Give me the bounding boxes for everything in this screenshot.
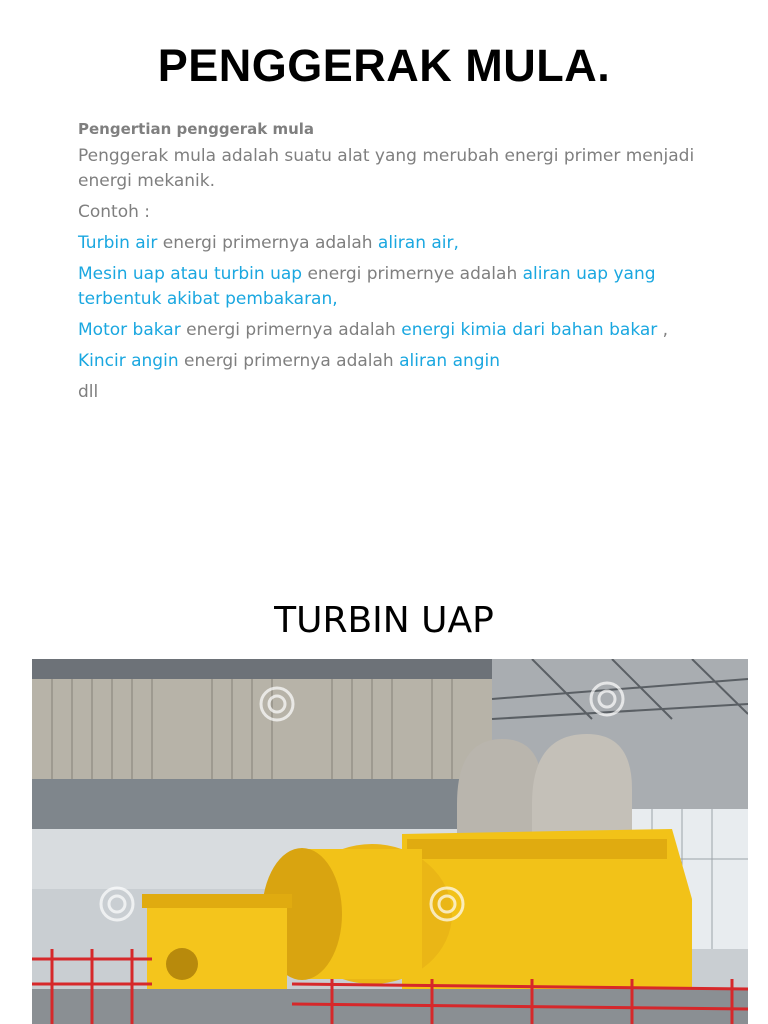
steam-turbine-photo (32, 659, 748, 1024)
example-source: energi kimia dari bahan bakar (401, 320, 658, 340)
section-subtitle: Pengertian penggerak mula (78, 120, 315, 138)
example-mid: energi primernya adalah (180, 320, 402, 340)
example-item (78, 262, 718, 312)
example-mid: energi primernye adalah (302, 264, 523, 284)
example-item (78, 231, 718, 256)
dll-text: dll (78, 382, 99, 402)
example-item (78, 349, 718, 374)
turbin-uap-title: TURBIN UAP (274, 600, 494, 641)
definition-text: Penggerak mula adalah suatu alat yang merubah energi primer menjadi energi mekanik. (78, 146, 695, 191)
example-name: Motor bakar (78, 320, 181, 340)
example-tail: , (657, 320, 669, 340)
example-name: Kincir angin (78, 351, 179, 371)
steam-turbine-illustration (32, 659, 748, 1024)
example-source: aliran air, (377, 233, 459, 253)
slide-title: PENGGERAK MULA. (157, 40, 611, 91)
example-source: aliran angin (399, 351, 501, 371)
slide-body (78, 120, 718, 411)
example-item (78, 318, 718, 343)
example-mid: energi primernya adalah (178, 351, 400, 371)
example-name: Mesin uap atau turbin uap (78, 264, 303, 284)
example-source: aliran uap yang terbentuk akibat pembakaran, (78, 264, 656, 309)
example-mid: energi primernya adalah (157, 233, 378, 253)
contoh-label: Contoh : (78, 202, 151, 222)
example-name: Turbin air (78, 233, 158, 253)
